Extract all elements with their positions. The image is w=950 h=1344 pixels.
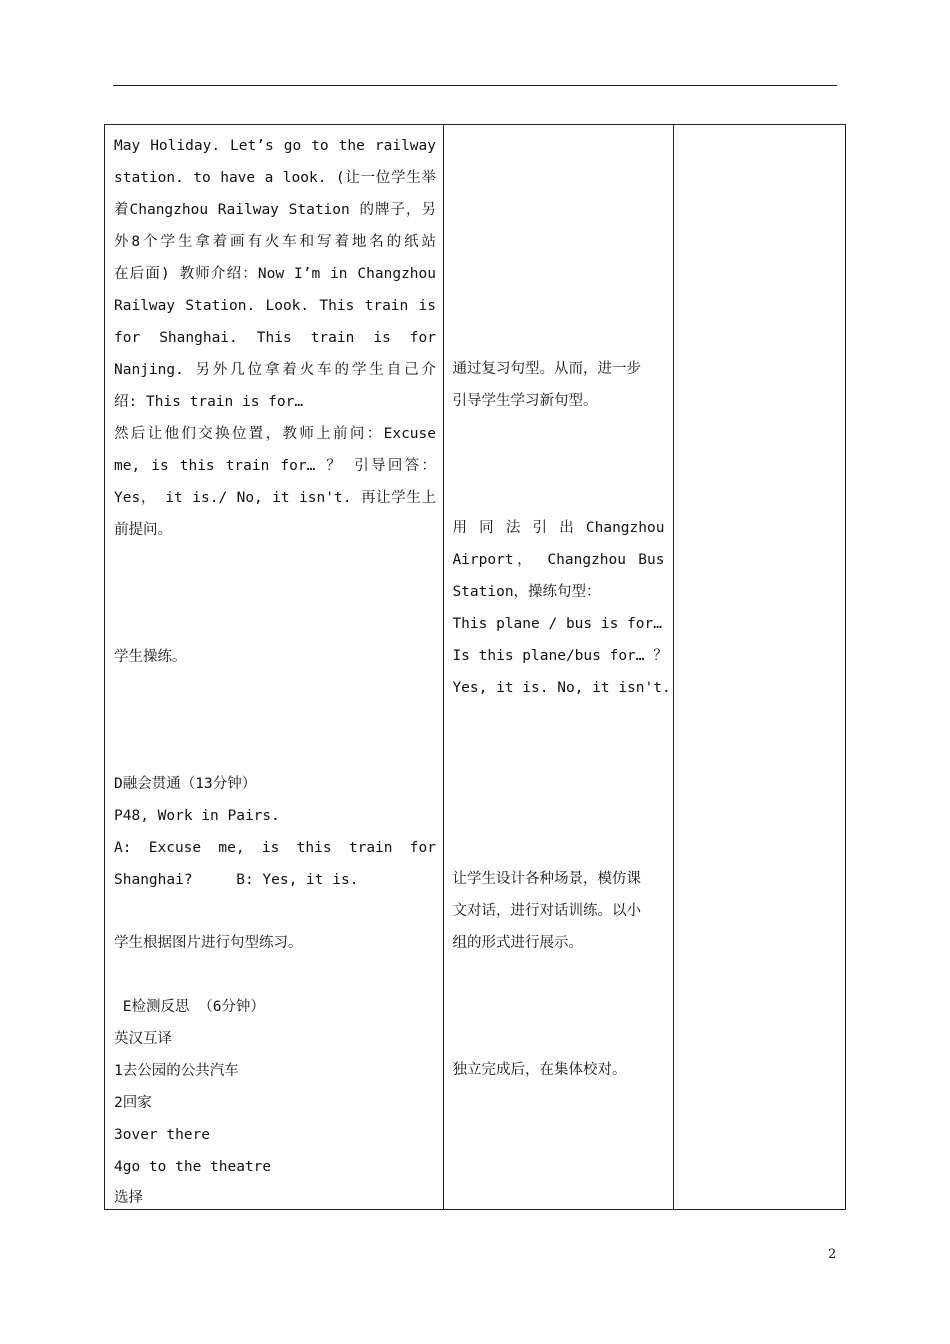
purpose-line: 引导学生学习新句型。 bbox=[452, 393, 598, 409]
notes-cell bbox=[673, 125, 845, 1210]
activity-line: 前提问。 bbox=[114, 522, 172, 538]
lesson-plan-table bbox=[104, 124, 846, 1210]
activity-line: Nanjing. 另外几位拿着火车的学生自己介 bbox=[114, 362, 436, 378]
activity-line: 然后让他们交换位置，教师上前问：Excuse bbox=[114, 426, 436, 442]
activity-line: Shanghai? B: Yes, it is. bbox=[114, 872, 359, 888]
activity-line: me, is this train for… ？ 引导回答： bbox=[114, 458, 436, 474]
purpose-line: 文对话，进行对话训练。以小 bbox=[452, 903, 641, 919]
purpose-line: Airport， Changzhou Bus bbox=[452, 552, 665, 568]
activity-line: 2回家 bbox=[114, 1095, 152, 1111]
purpose-line: This plane / bus is for… bbox=[452, 616, 662, 632]
purpose-line: Yes, it is. No, it isn't. bbox=[452, 680, 671, 696]
purpose-line: 通过复习句型。从而，进一步 bbox=[452, 361, 641, 377]
activity-line: 选择 bbox=[114, 1190, 143, 1206]
activity-line: 绍: This train is for… bbox=[114, 394, 304, 410]
purpose-line: 组的形式进行展示。 bbox=[452, 935, 583, 951]
header-rule bbox=[113, 85, 837, 86]
activity-line: for Shanghai. This train is for bbox=[114, 330, 436, 346]
purpose-line: 用 同 法 引 出 Changzhou bbox=[452, 520, 665, 536]
activity-line: 4go to the theatre bbox=[114, 1159, 272, 1175]
activity-line: station. to have a look. (让一位学生举 bbox=[114, 170, 436, 186]
activity-line: 学生根据图片进行句型练习。 bbox=[114, 935, 303, 951]
activity-line: A: Excuse me, is this train for bbox=[114, 840, 436, 856]
activity-line: 着Changzhou Railway Station 的牌子，另 bbox=[114, 202, 436, 218]
purpose-line: Station，操练句型： bbox=[452, 584, 601, 600]
activity-line: 英汉互译 bbox=[114, 1031, 172, 1047]
activity-line: 外8个学生拿着画有火车和写着地名的纸站 bbox=[114, 234, 436, 250]
activity-line: P48, Work in Pairs. bbox=[114, 808, 280, 824]
section-heading: E检测反思 （6分钟） bbox=[114, 999, 265, 1015]
section-heading: D融会贯通（13分钟） bbox=[114, 776, 257, 792]
table-row bbox=[105, 125, 846, 1210]
purpose-line: Is this plane/bus for… ？ bbox=[452, 648, 668, 664]
page-number: 2 bbox=[828, 1247, 837, 1262]
activity-line: 学生操练。 bbox=[114, 649, 187, 665]
activity-line: May Holiday. Let’s go to the railway bbox=[114, 138, 436, 154]
purpose-line: 独立完成后，在集体校对。 bbox=[452, 1062, 627, 1078]
purpose-cell bbox=[444, 125, 673, 1210]
activity-cell bbox=[105, 125, 444, 1210]
activity-line: 3over there bbox=[114, 1127, 211, 1143]
activity-line: Railway Station. Look. This train is bbox=[114, 298, 436, 314]
purpose-line: 让学生设计各种场景，模仿课 bbox=[452, 871, 641, 887]
activity-line: 1去公园的公共汽车 bbox=[114, 1063, 239, 1079]
activity-line: 在后面) 教师介绍：Now I’m in Changzhou bbox=[114, 266, 436, 282]
activity-line: Yes， it is./ No, it isn't. 再让学生上 bbox=[114, 490, 436, 506]
